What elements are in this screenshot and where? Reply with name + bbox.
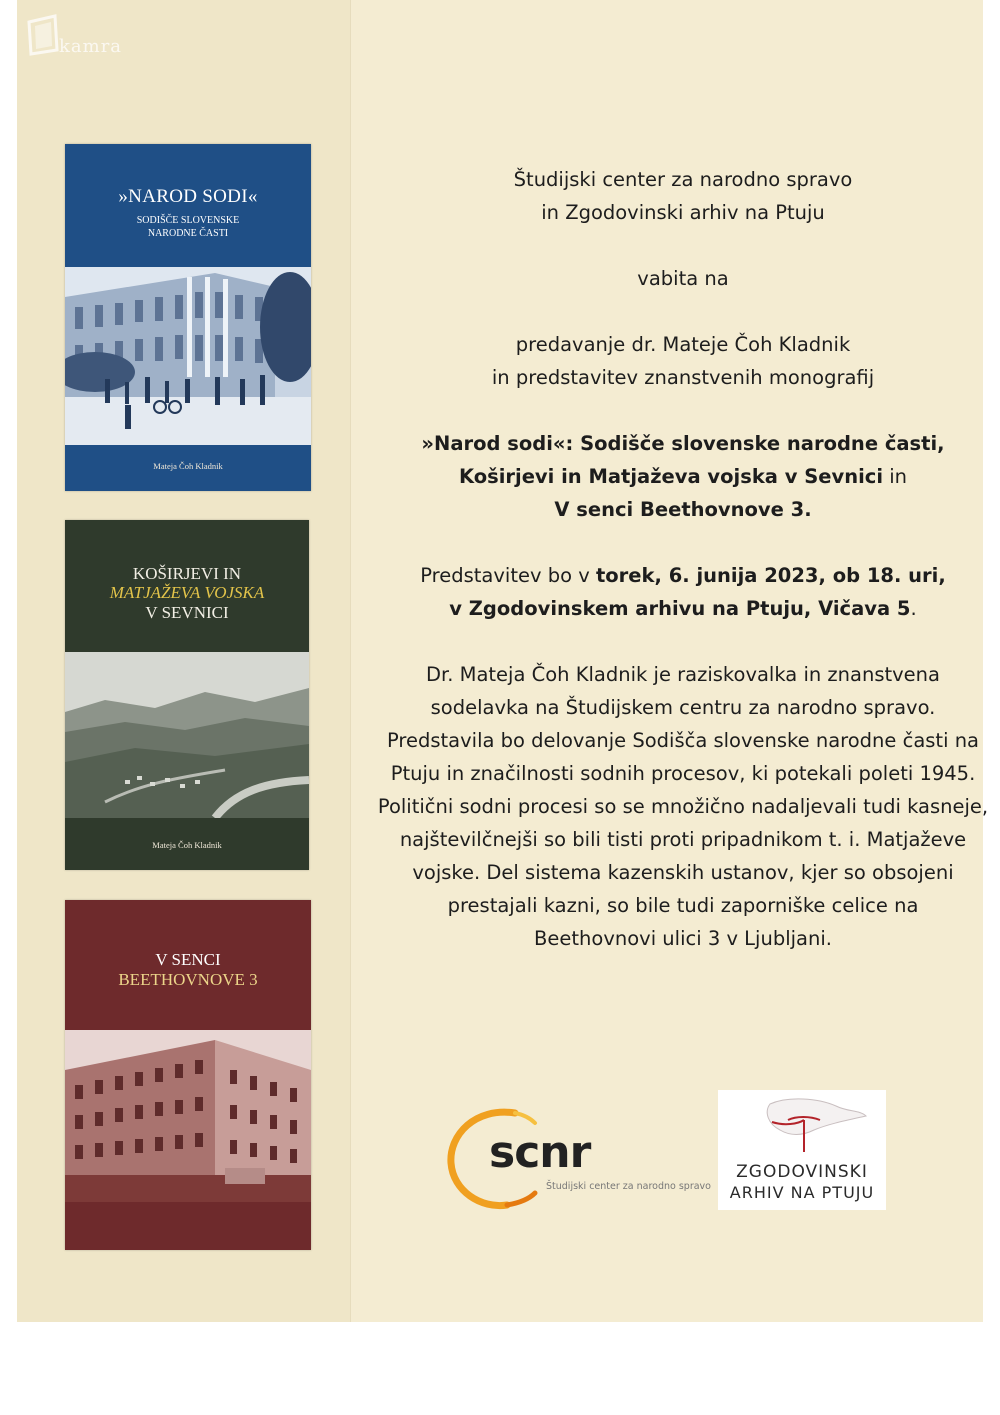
host-line2: in Zgodovinski arhiv na Ptuju xyxy=(541,201,825,224)
books-line1: »Narod sodi«: Sodišče slovenske narodne časti, xyxy=(421,432,945,455)
kamra-watermark xyxy=(25,10,155,60)
host-line1: Študijski center za narodno spravo xyxy=(513,168,853,191)
bio-line: vojske. Del sistema kazenskih ustanov, kjer so obsojeni xyxy=(412,861,954,884)
book-cover-kosirjevi xyxy=(65,520,309,870)
bio-line: Beethovnovi ulici 3 v Ljubljani. xyxy=(534,927,832,950)
when-line xyxy=(367,559,999,592)
book-photo-building xyxy=(65,1030,311,1202)
scnr-logo xyxy=(445,1105,720,1215)
event-line1: predavanje dr. Mateje Čoh Kladnik xyxy=(515,333,851,356)
bio-line: najštevilčnejši so bili tisti proti pripadnikom t. i. Matjaževe xyxy=(399,828,967,851)
bio-line: Predstavila bo delovanje Sodišča slovenske narodne časti na xyxy=(387,729,979,752)
book-title-line1: KOŠIRJEVI IN xyxy=(132,564,242,583)
book-cover-narod-sodi xyxy=(65,144,311,491)
book-subtitle-line2: NARODNE ČASTI xyxy=(147,228,229,239)
bio-line: prestajali kazni, so bile tudi zaporniške celice na xyxy=(447,894,919,917)
bio-line: Dr. Mateja Čoh Kladnik je raziskovalka in znanstvena xyxy=(426,663,940,686)
when-prefix: Predstavitev bo v xyxy=(420,564,596,587)
book-title-line1: V SENCI xyxy=(155,950,221,969)
book-title-line2: BEETHOVNOVE 3 xyxy=(118,970,258,989)
where-line xyxy=(367,592,999,625)
books-line2-rest: in xyxy=(883,465,908,488)
book-subtitle xyxy=(65,214,311,240)
book-covers-column xyxy=(17,0,351,1322)
book-title-line2: MATJAŽEVA VOJSKA xyxy=(109,583,265,602)
bio-line: Ptuju in značilnosti sodnih procesov, ki potekali poleti 1945. xyxy=(390,762,976,785)
book-author: Mateja Čoh Kladnik xyxy=(153,461,223,471)
invitation-text xyxy=(367,163,999,955)
bio-line: sodelavka na Študijskem centru za narodno spravo. xyxy=(430,696,936,719)
scnr-subtitle: Študijski center za narodno spravo xyxy=(546,1181,711,1192)
book-title: »NAROD SODI« xyxy=(118,186,258,207)
book-cover-v-senci xyxy=(65,900,311,1250)
arhiv-name-line2: ARHIV NA PTUJU xyxy=(729,1183,875,1202)
invite-line: vabita na xyxy=(637,267,729,290)
book-photo-courthouse xyxy=(65,267,311,445)
books-line3: V senci Beethovnove 3. xyxy=(554,498,812,521)
arhiv-name-line1: ZGODOVINSKI xyxy=(736,1162,868,1182)
arhiv-emblem-icon xyxy=(718,1090,886,1160)
books-line2-bold: Koširjevi in Matjaževa vojska v Sevnici xyxy=(458,465,884,488)
books-line2 xyxy=(367,460,999,493)
where-end: . xyxy=(910,597,917,620)
zgodovinski-arhiv-logo xyxy=(718,1090,886,1210)
event-line2: in predstavitev znanstvenih monografij xyxy=(491,366,875,389)
book-subtitle-line1: SODIŠČE SLOVENSKE xyxy=(136,215,240,226)
when-date: torek, 6. junija 2023, ob 18. uri, xyxy=(595,564,946,587)
kamra-watermark-text: kamra xyxy=(59,36,123,57)
book-title-line3: V SEVNICI xyxy=(145,603,229,622)
book-author: Mateja Čoh Kladnik xyxy=(152,840,222,850)
book-photo-valley xyxy=(65,652,309,818)
bio-line: Politični sodni procesi so se množično nadaljevali tudi kasneje, xyxy=(377,795,989,818)
scnr-wordmark: scnr xyxy=(489,1127,591,1178)
where-location: v Zgodovinskem arhivu na Ptuju, Vičava 5 xyxy=(449,597,911,620)
